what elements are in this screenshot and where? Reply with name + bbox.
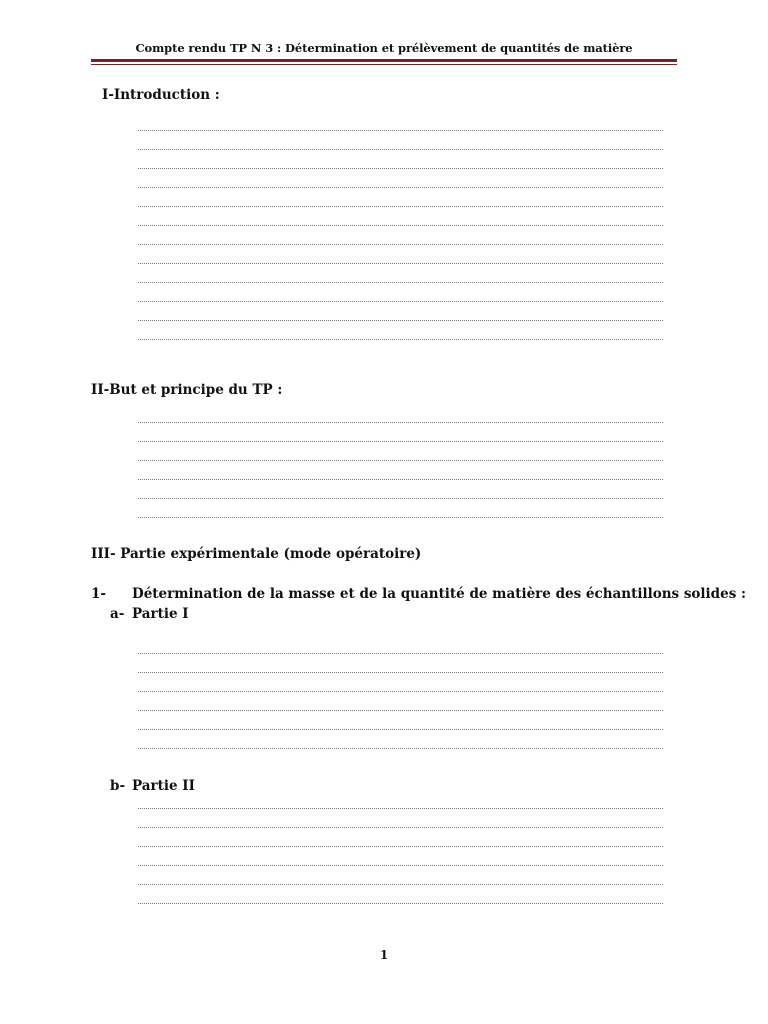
answer-line xyxy=(138,301,663,302)
page-number: 1 xyxy=(379,948,389,962)
answer-line xyxy=(138,282,663,283)
answer-line xyxy=(138,653,663,654)
answer-line xyxy=(138,729,663,730)
answer-line xyxy=(138,320,663,321)
answer-line xyxy=(138,263,663,264)
answer-line xyxy=(138,884,663,885)
answer-line xyxy=(138,206,663,207)
answer-line xyxy=(138,187,663,188)
answer-line xyxy=(138,339,663,340)
answer-line xyxy=(138,748,663,749)
answer-line xyxy=(138,672,663,673)
section-partie-experimentale-title: III- Partie expérimentale (mode opératoire) xyxy=(91,546,422,562)
answer-line xyxy=(138,479,663,480)
answer-line xyxy=(138,865,663,866)
item-1-number: 1- xyxy=(91,586,106,602)
answer-line xyxy=(138,130,663,131)
answer-line xyxy=(138,846,663,847)
answer-line xyxy=(138,225,663,226)
document-header-title: Compte rendu TP N 3 : Détermination et prélèvement de quantités de matière xyxy=(135,41,633,55)
answer-line xyxy=(138,498,663,499)
answer-line xyxy=(138,441,663,442)
answer-line xyxy=(138,903,663,904)
answer-line xyxy=(138,691,663,692)
answer-line xyxy=(138,244,663,245)
subsection-b-title: Partie II xyxy=(132,778,195,794)
answer-line xyxy=(138,422,663,423)
answer-line xyxy=(138,710,663,711)
header-rule-thin xyxy=(91,64,677,65)
answer-line xyxy=(138,149,663,150)
item-1-title: Détermination de la masse et de la quantité de matière des échantillons solides : xyxy=(132,586,746,602)
header-rule-thick xyxy=(91,59,677,62)
section-introduction-title: I-Introduction : xyxy=(102,87,220,103)
subsection-a-title: Partie I xyxy=(132,606,189,622)
answer-line xyxy=(138,827,663,828)
answer-line xyxy=(138,517,663,518)
section-but-principe-title: II-But et principe du TP : xyxy=(91,382,283,398)
answer-line xyxy=(138,460,663,461)
answer-line xyxy=(138,808,663,809)
answer-line xyxy=(138,168,663,169)
subsection-b-letter: b- xyxy=(110,778,126,794)
subsection-a-letter: a- xyxy=(110,606,125,622)
